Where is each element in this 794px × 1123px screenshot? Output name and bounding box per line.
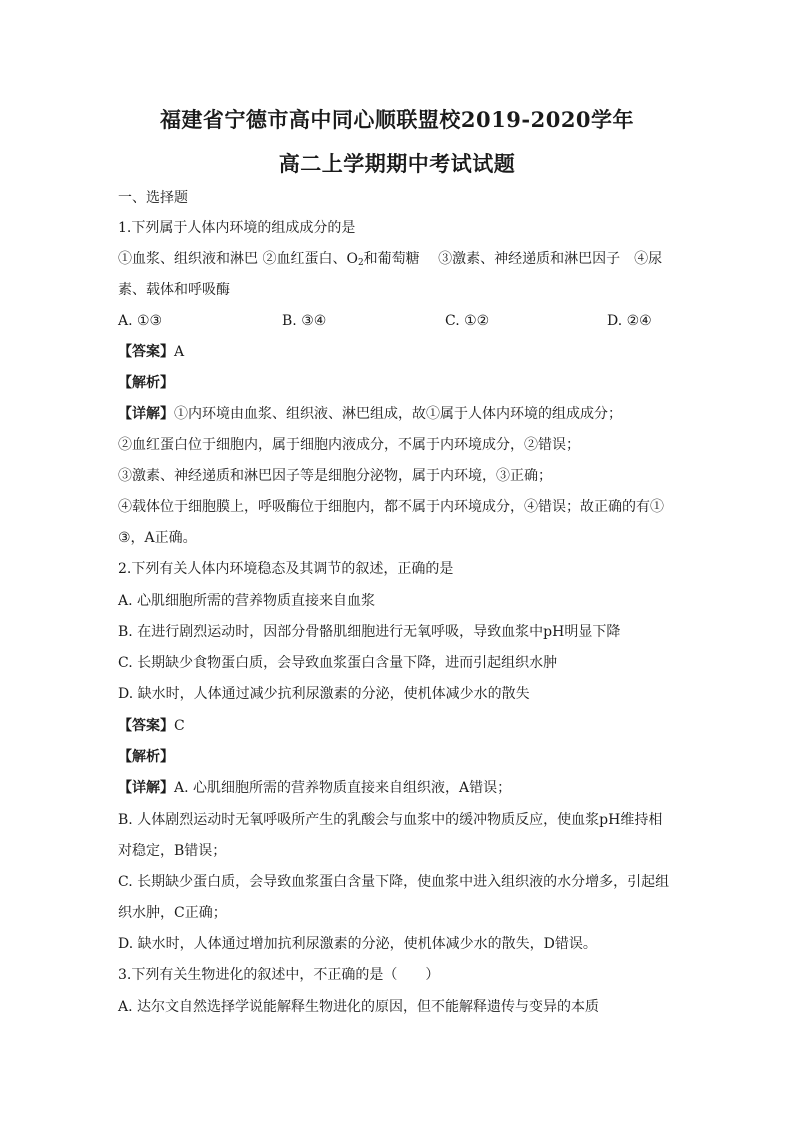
q3-option-a: A. 达尔文自然选择学说能解释生物进化的原因，但不能解释遗传与变异的本质 xyxy=(118,999,600,1015)
q2-detail-line4: C. 长期缺少蛋白质，会导致血浆蛋白含量下降，使血浆中进入组织液的水分增多，引起组 xyxy=(118,874,670,890)
q1-detail-text1: ①内环境由血浆、组织液、淋巴组成，故①属于人体内环境的组成成分； xyxy=(174,406,622,422)
document-title-line1: 福建省宁德市高中同心顺联盟校2019-2020学年 xyxy=(159,107,635,132)
q2-detail-line5: 织水肿，C正确； xyxy=(118,905,227,921)
section-heading: 一、选择题 xyxy=(118,190,188,206)
q1-detail-line4: ④载体位于细胞膜上，呼吸酶位于细胞内，都不属于内环境成分，④错误；故正确的有① xyxy=(118,499,664,515)
q1-detail-label: 【详解】 xyxy=(118,406,174,422)
q1-detail-line1 xyxy=(118,404,678,424)
q2-detail-text1: A. 心肌细胞所需的营养物质直接来自组织液，A错误； xyxy=(174,780,512,796)
q1-items-part-a: ①血浆、组织液和淋巴 ②血红蛋白、O xyxy=(118,251,358,267)
q2-answer-label: 【答案】 xyxy=(118,718,174,734)
q1-option-a: A. ①③ xyxy=(118,313,163,329)
q1-option-b: B. ③④ xyxy=(282,313,327,329)
q1-items-line1 xyxy=(118,249,678,273)
q2-detail-label: 【详解】 xyxy=(118,780,174,796)
q1-detail-line3: ③激素、神经递质和淋巴因子等是细胞分泌物，属于内环境，③正确； xyxy=(118,468,552,484)
q2-analysis-label: 【解析】 xyxy=(118,749,174,765)
q1-detail-line2: ②血红蛋白位于细胞内，属于细胞内液成分，不属于内环境成分，②错误； xyxy=(118,437,580,453)
q2-stem: 2.下列有关人体内环境稳态及其调节的叙述，正确的是 xyxy=(118,561,454,577)
q2-detail-line1 xyxy=(118,778,678,798)
document-title-line2: 高二上学期期中考试试题 xyxy=(278,151,516,176)
q2-option-a: A. 心肌细胞所需的营养物质直接来自血浆 xyxy=(118,593,376,609)
q1-items-subscript: 2 xyxy=(357,258,364,268)
q1-answer xyxy=(118,342,678,362)
q2-answer xyxy=(118,716,678,736)
q1-items-line2: 素、载体和呼吸酶 xyxy=(118,282,230,298)
q2-detail-line3: 对稳定，B错误； xyxy=(118,843,227,859)
q2-option-c: C. 长期缺少食物蛋白质，会导致血浆蛋白含量下降，进而引起组织水肿 xyxy=(118,655,558,671)
q2-detail-line6: D. 缺水时，人体通过增加抗利尿激素的分泌，使机体减少水的散失，D错误。 xyxy=(118,936,597,952)
q1-answer-label: 【答案】 xyxy=(118,344,174,360)
q1-option-d: D. ②④ xyxy=(607,313,652,329)
q1-stem: 1.下列属于人体内环境的组成成分的是 xyxy=(118,220,356,236)
q1-option-c: C. ①② xyxy=(445,313,490,329)
q1-items-part-b: 和葡萄糖 ③激素、神经递质和淋巴因子 ④尿 xyxy=(363,251,663,267)
q3-stem: 3.下列有关生物进化的叙述中，不正确的是（ ） xyxy=(118,967,440,983)
q2-detail-line2: B. 人体剧烈运动时无氧呼吸所产生的乳酸会与血浆中的缓冲物质反应，使血浆pH维持相 xyxy=(118,812,663,828)
q1-answer-value: A xyxy=(174,344,185,360)
q2-option-b: B. 在进行剧烈运动时，因部分骨骼肌细胞进行无氧呼吸，导致血浆中pH明显下降 xyxy=(118,624,621,640)
q2-answer-value: C xyxy=(174,718,185,734)
q1-detail-line5: ③，A正确。 xyxy=(118,530,197,546)
q2-option-d: D. 缺水时，人体通过减少抗利尿激素的分泌，使机体减少水的散失 xyxy=(118,686,530,702)
q1-analysis-label: 【解析】 xyxy=(118,375,174,391)
